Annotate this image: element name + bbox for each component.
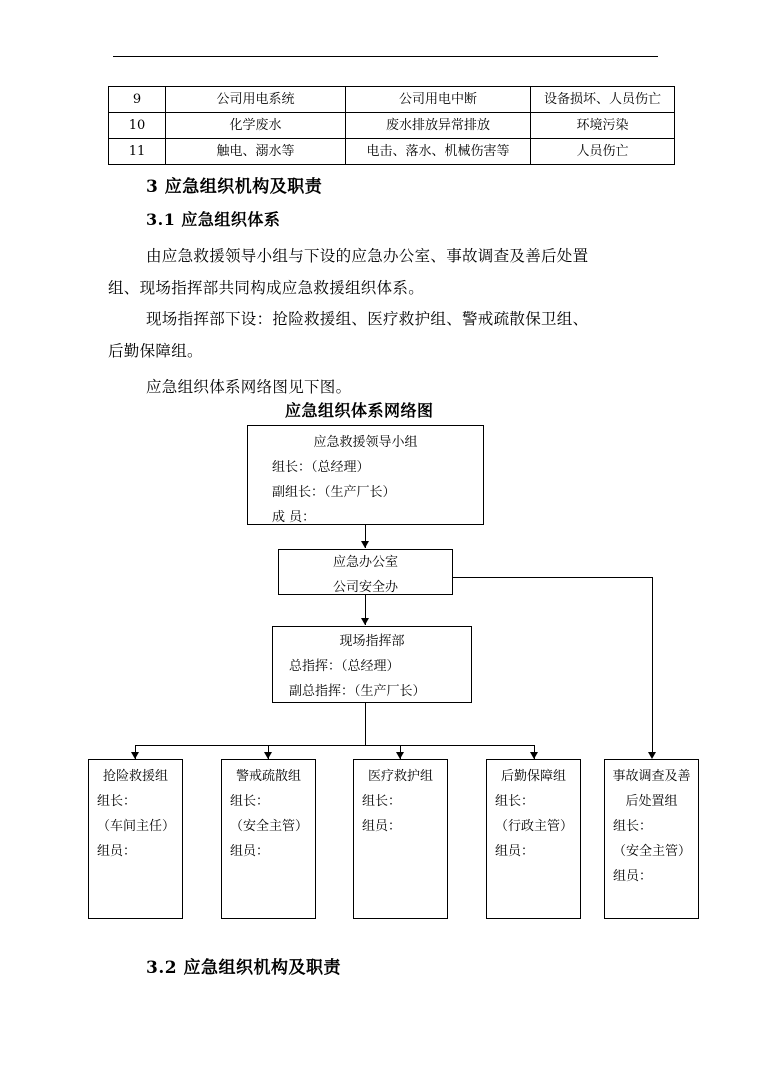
arrow-drop-3	[396, 752, 404, 759]
org-box-line: 组长：（总经理）	[272, 460, 370, 475]
section-heading-3-1: 3.1 应急组织体系	[146, 210, 281, 229]
paragraph-line-2: 组、现场指挥部共同构成应急救援组织体系。	[108, 279, 425, 297]
org-box-line: 组长：	[495, 794, 535, 809]
org-box-field-command	[272, 626, 472, 703]
arrow-l1-l2	[361, 541, 369, 548]
org-box-line: 应急办公室	[332, 555, 398, 570]
connector-right-down	[652, 577, 653, 757]
cell-no: 9	[109, 87, 166, 113]
cell-accident: 废水排放异常排放	[346, 113, 531, 139]
org-box-evacuation-group	[221, 759, 316, 919]
section-heading-3-2: 3.2 应急组织机构及职责	[146, 958, 341, 978]
connector-l3-bus	[365, 703, 366, 745]
org-box-title: 医疗救护组	[367, 769, 433, 784]
paragraph-line-5: 应急组织体系网络图见下图。	[146, 378, 352, 396]
cell-accident: 公司用电中断	[346, 87, 531, 113]
org-box-line: 公司安全办	[332, 580, 398, 595]
org-box-line: 组员：	[495, 844, 535, 859]
org-box-logistics-group	[486, 759, 581, 919]
org-box-line: 组员：	[362, 819, 402, 834]
cell-source: 公司用电系统	[166, 87, 346, 113]
connector-office-right	[453, 577, 653, 578]
org-box-leadership-group	[247, 425, 484, 525]
org-box-rescue-group	[88, 759, 183, 919]
cell-accident: 电击、落水、机械伤害等	[346, 139, 531, 165]
org-box-line: 组员：	[97, 844, 137, 859]
arrow-drop-2	[264, 752, 272, 759]
org-box-title: 后勤保障组	[500, 769, 566, 784]
header-divider	[113, 56, 658, 57]
org-box-title: 事故调查及善	[612, 769, 691, 784]
section-heading-3: 3 应急组织机构及职责	[146, 177, 323, 197]
risk-source-table	[108, 86, 675, 165]
cell-consequence: 设备损坏、人员伤亡	[531, 87, 675, 113]
paragraph-line-1: 由应急救援领导小组与下设的应急办公室、事故调查及善后处置	[146, 247, 589, 265]
cell-consequence: 人员伤亡	[531, 139, 675, 165]
paragraph-line-4: 后勤保障组。	[108, 342, 203, 360]
org-box-line: （安全主管）	[230, 819, 309, 834]
org-box-line: 组员：	[613, 869, 653, 884]
cell-no: 11	[109, 139, 166, 165]
org-box-line: （安全主管）	[613, 844, 692, 859]
arrow-l2-l3	[361, 618, 369, 625]
org-box-line: 总指挥：（总经理）	[289, 659, 400, 674]
org-box-line: 组长：	[613, 819, 653, 834]
org-box-line: （行政主管）	[495, 819, 574, 834]
table-row	[109, 139, 675, 165]
org-box-line: 副组长：（生产厂长）	[272, 485, 396, 500]
cell-consequence: 环境污染	[531, 113, 675, 139]
org-box-title: 应急救援领导小组	[313, 435, 418, 450]
org-box-line: 组长：	[97, 794, 137, 809]
table-row	[109, 113, 675, 139]
org-box-medical-group	[353, 759, 448, 919]
org-box-line: 组长：	[362, 794, 402, 809]
arrow-drop-1	[131, 752, 139, 759]
org-box-line: 组长：	[230, 794, 270, 809]
table-row	[109, 87, 675, 113]
org-box-title: 抢险救援组	[102, 769, 168, 784]
figure-title: 应急组织体系网络图	[285, 401, 434, 420]
cell-source: 触电、溺水等	[166, 139, 346, 165]
org-box-line: 成 员：	[272, 510, 316, 525]
org-box-title: 现场指挥部	[339, 634, 405, 649]
org-box-line: 副总指挥：（生产厂长）	[289, 684, 426, 699]
cell-no: 10	[109, 113, 166, 139]
org-box-line: （车间主任）	[97, 819, 176, 834]
org-box-line: 组员：	[230, 844, 270, 859]
arrow-drop-4	[530, 752, 538, 759]
org-box-emergency-office	[278, 549, 453, 595]
connector-bus	[135, 745, 535, 746]
org-box-title-2: 后处置组	[625, 794, 678, 809]
org-box-investigation-group	[604, 759, 699, 919]
paragraph-line-3: 现场指挥部下设：抢险救援组、医疗救护组、警戒疏散保卫组、	[146, 310, 589, 328]
org-box-title: 警戒疏散组	[235, 769, 301, 784]
arrow-drop-5	[648, 752, 656, 759]
cell-source: 化学废水	[166, 113, 346, 139]
